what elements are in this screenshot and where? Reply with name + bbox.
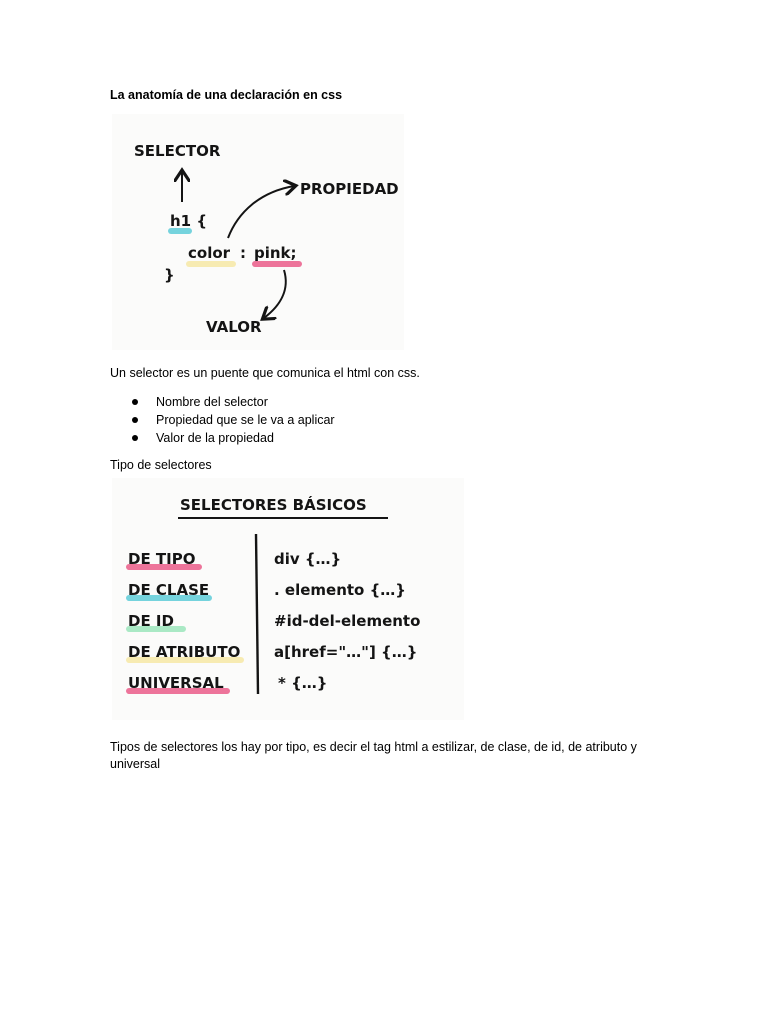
code-colon: : xyxy=(240,244,246,262)
bullet-list xyxy=(110,393,335,447)
column-divider xyxy=(256,534,258,694)
list-item: Nombre del selector xyxy=(110,393,335,411)
selector-type-label: UNIVERSAL xyxy=(128,674,224,692)
value-label: VALOR xyxy=(206,318,262,336)
list-item: Propiedad que se le va a aplicar xyxy=(110,411,335,429)
selector-type-label: DE CLASE xyxy=(128,581,210,599)
declaration-anatomy-diagram xyxy=(112,114,404,350)
property-arrow-icon xyxy=(228,186,294,238)
selector-label: SELECTOR xyxy=(134,142,221,160)
code-value: pink; xyxy=(254,244,297,262)
intro-paragraph: Un selector es un puente que comunica el html con css. xyxy=(110,366,420,380)
code-close-brace: } xyxy=(164,266,175,284)
code-selector: h1 { xyxy=(170,212,208,230)
diagram-title: SELECTORES BÁSICOS xyxy=(180,496,367,514)
basic-selectors-diagram xyxy=(112,478,464,720)
selector-example: div {…} xyxy=(274,550,342,568)
selector-example: . elemento {…} xyxy=(274,581,406,599)
section-title: Tipo de selectores xyxy=(110,458,212,472)
selector-example: * {…} xyxy=(278,674,328,692)
selector-example: a[href="…"] {…} xyxy=(274,643,418,661)
page-title: La anatomía de una declaración en css xyxy=(110,88,343,102)
selector-type-label: DE ATRIBUTO xyxy=(128,643,241,661)
selector-type-label: DE TIPO xyxy=(128,550,196,568)
list-item: Valor de la propiedad xyxy=(110,429,335,447)
value-arrow-icon xyxy=(264,270,286,318)
property-label: PROPIEDAD xyxy=(300,180,399,198)
code-property: color xyxy=(188,244,231,262)
summary-paragraph: Tipos de selectores los hay por tipo, es decir el tag html a estilizar, de clase, de id, de atributo y universal xyxy=(110,740,637,771)
selector-example: #id-del-elemento xyxy=(274,612,421,630)
selector-type-label: DE ID xyxy=(128,612,174,630)
